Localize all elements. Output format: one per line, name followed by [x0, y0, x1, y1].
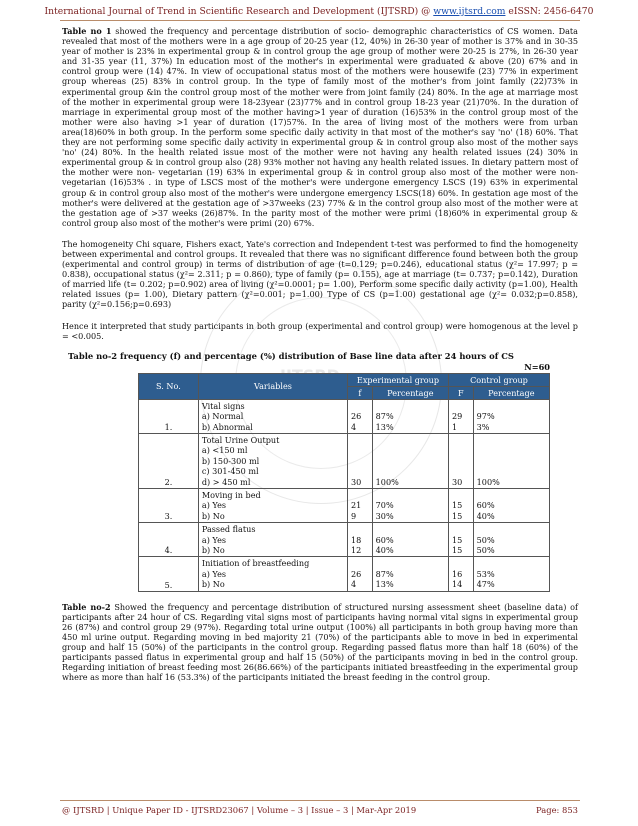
cell-f-control-line: 15: [451, 545, 463, 555]
cell-variable-line: a) <150 ml: [201, 445, 248, 456]
cell-f-control-line: [452, 466, 470, 476]
cell-percentage-experimental-line: [376, 401, 445, 411]
cell-f-experimental: [348, 557, 373, 591]
cell-sno: 4.: [139, 523, 199, 557]
page-footer: [62, 805, 578, 815]
journal-name: International Journal of Trend in Scientific Research and Development (IJTSRD) @: [44, 6, 434, 17]
cell-percentage-control: [473, 523, 549, 557]
header-divider: [60, 20, 580, 21]
cell-percentage-experimental-line: [376, 445, 445, 455]
cell-percentage-control-line: [477, 401, 546, 411]
cell-f-control-line: 1: [451, 421, 458, 432]
paragraph-homogeneity: The homogeneity Chi square, Fishers exact, Yate's correction and Independent t-test was performed to find the homogeneity between experimental and control groups. It revealed that there was no significant difference found between both the group (experimental and control group) in terms of distribution of age (t=0.129; p=0.246), educational status (χ²= 17.997; p = 0.838), occupational status (χ²= 2.311; p = 0.860), type of family (p= 0.155), age at marriage (t= 0.737; p=0.142), Duration of married life (t= 0.202; p=0.902) area of living (χ²=0.0001; p= 1.00), Perform some specific daily activity (p=1.00), Health related issues (p= 1.00), Dietary pattern (χ²=0.001; p=1.00) Type of CS (p=1.00) gestational age (χ²= 0.032;p=0.858), parity (χ²=0.156;p=0.693): [62, 238, 578, 310]
cell-f-experimental-line: 30: [351, 476, 362, 487]
cell-percentage-experimental-line: [376, 490, 445, 500]
table-title: Table no-2 frequency (f) and percentage (%) distribution of Base line data after 24 hours of CS: [68, 350, 514, 361]
cell-percentage-experimental: [372, 488, 448, 522]
cell-f-experimental: [348, 399, 373, 433]
cell-percentage-experimental: [372, 433, 448, 488]
cell-percentage-experimental-line: 40%: [375, 545, 394, 555]
cell-variable-line: c) 301-450 ml: [201, 466, 259, 477]
cell-f-experimental-line: 12: [351, 545, 362, 555]
cell-f-control-line: 15: [451, 500, 463, 511]
cell-variable-line: a) Yes: [201, 534, 227, 545]
cell-variable-line: b) Abnormal: [201, 421, 253, 432]
cell-percentage-experimental: [372, 557, 448, 591]
table-row: [139, 399, 550, 433]
header-sno: S. No.: [139, 373, 199, 399]
cell-f-experimental-line: [351, 456, 369, 466]
cell-f-experimental-line: 4: [351, 579, 357, 590]
cell-sno: 2.: [139, 433, 199, 488]
baseline-data-table: [138, 373, 550, 592]
cell-f-control: [448, 488, 473, 522]
cell-sno: 3.: [139, 488, 199, 522]
article-body: [62, 26, 578, 682]
cell-f-control-line: [452, 445, 470, 455]
paragraph-interpretation: Hence it interpreted that study participants in both group (experimental and control group) were homogenous at the level p = <0.005.: [62, 320, 578, 341]
cell-variable-line: Vital signs: [201, 400, 245, 411]
cell-variable-line: Total Urine Output: [201, 434, 280, 445]
cell-percentage-experimental: [372, 523, 448, 557]
cell-f-control: [448, 399, 473, 433]
cell-f-experimental: [348, 488, 373, 522]
paragraph-table1-description: [62, 26, 578, 228]
paragraph-text: Showed the frequency and percentage distribution of structured nursing assessment sheet (baseline data) of participants after 24 hour of CS. Regarding vital signs most of participants having normal vital signs in experimental group 26 (87%) and control group 29 (97%). Regarding total urine output (100%) all participants in both group having more than 450 ml urine output. Regarding moving in bed majority 21 (70%) of the participants able to move in bed in experimental group and half 15 (50%) of the participants in the control group. Regarding passed flatus more than half 18 (60%) of the participants passed flatus in experimental group and half 15 (50%) of the participants moving in bed in the control group. Regarding initiation of breast feeding most 26(86.66%) of the participants initiated breastfeeding in the experimental group where as more than half 16 (53.3%) of the participants initiated the breast feeding in the control group.: [62, 601, 578, 683]
header-percentage-control: Percentage: [473, 386, 549, 399]
cell-f-control-line: 29: [451, 411, 463, 422]
cell-variable: [198, 433, 347, 488]
cell-variable-line: Initiation of breastfeeding: [201, 558, 310, 569]
header-variables: Variables: [198, 373, 347, 399]
header-control-group: Control group: [448, 373, 549, 386]
cell-percentage-experimental: [372, 399, 448, 433]
cell-percentage-control: [473, 557, 549, 591]
footer-page-number: Page: 853: [535, 805, 578, 815]
cell-f-control-line: 15: [451, 510, 463, 521]
paragraph-lead: Table no 1: [62, 26, 112, 36]
cell-f-experimental-line: 4: [351, 421, 357, 432]
cell-percentage-control-line: 100%: [476, 476, 500, 487]
cell-f-control: [448, 557, 473, 591]
paragraph-lead: Table no-2: [62, 601, 111, 612]
cell-f-control-line: [452, 558, 470, 568]
cell-variable-line: a) Yes: [201, 500, 227, 511]
cell-percentage-control-line: 50%: [476, 534, 495, 545]
cell-percentage-control: [473, 399, 549, 433]
table-row: [139, 488, 550, 522]
cell-variable-line: b) No: [201, 545, 225, 555]
cell-percentage-control: [473, 488, 549, 522]
cell-percentage-control-line: 50%: [476, 545, 495, 555]
cell-f-experimental-line: [351, 435, 369, 445]
cell-percentage-experimental-line: [376, 524, 445, 534]
cell-percentage-experimental-line: 13%: [375, 579, 394, 590]
cell-percentage-experimental-line: 30%: [375, 510, 394, 521]
cell-percentage-experimental-line: [376, 466, 445, 476]
journal-header: [0, 6, 638, 17]
cell-f-experimental-line: [351, 445, 369, 455]
cell-f-experimental-line: 21: [351, 500, 362, 511]
cell-percentage-control-line: 60%: [476, 500, 495, 511]
cell-percentage-control-line: 97%: [476, 411, 495, 422]
table-sample-size: N=60: [524, 361, 550, 372]
cell-f-experimental-line: 9: [351, 510, 357, 521]
cell-variable-line: b) No: [201, 510, 225, 521]
cell-sno: 1.: [139, 399, 199, 433]
cell-f-experimental-line: [351, 466, 369, 476]
cell-variable-line: a) Normal: [201, 411, 244, 422]
cell-percentage-control-line: [477, 456, 546, 466]
cell-percentage-control-line: 40%: [476, 510, 495, 521]
cell-percentage-experimental-line: 100%: [375, 476, 399, 487]
header-percentage-experimental: Percentage: [372, 386, 448, 399]
cell-percentage-experimental-line: 87%: [375, 411, 394, 422]
header-f-experimental: f: [348, 386, 373, 399]
footer-divider: [60, 800, 580, 801]
table-row: [139, 433, 550, 488]
cell-percentage-experimental-line: [376, 435, 445, 445]
cell-percentage-control-line: [477, 445, 546, 455]
cell-variable: [198, 488, 347, 522]
cell-percentage-control-line: [477, 558, 546, 568]
cell-percentage-control-line: 53%: [476, 568, 495, 579]
cell-percentage-control-line: [477, 490, 546, 500]
cell-percentage-experimental-line: [376, 558, 445, 568]
cell-f-experimental: [348, 523, 373, 557]
cell-variable-line: b) 150-300 ml: [201, 455, 260, 466]
cell-percentage-experimental-line: 70%: [375, 500, 394, 511]
journal-issn: eISSN: 2456-6470: [505, 6, 594, 17]
cell-f-control-line: 16: [451, 568, 463, 579]
cell-percentage-control-line: 3%: [476, 421, 490, 432]
cell-percentage-control-line: [477, 466, 546, 476]
cell-f-experimental: [348, 433, 373, 488]
header-experimental-group: Experimental group: [348, 373, 449, 386]
cell-f-control-line: [452, 435, 470, 445]
journal-link[interactable]: www.ijtsrd.com: [433, 6, 506, 17]
paragraph-text: showed the frequency and percentage distribution of socio- demographic characteristics of CS women. Data revealed that most of the mothers were in a age group of 20-25 year (12, 40%) in 26-30 year of mother is 37% and in 30-35 year of mother is 23% in experimental group & in control group the age group of mother were 20-25 is 27%, in 26-30 year and 31-35 year (11, 37%) In education most of the mother's in experimental were graduated & above (20) 67% and in control group were (14) 47%. In view of occupational status most of the mothers were housewife (23) 77% in experiment group whereas (25) 83% in control group. In the type of family most of the mother's from joint family (22)73% in experimental group &in the control group most of the mother were from joint family (24) 80%. In the age at marriage most of the mother in experimental group were 18-23year (23)77% and in control group 18-23 year (21)70%. In the duration of marriage in experimental group most of the mother having>1 year of duration (16)53% in the control group most of the mother were also having >1 year of duration (17)57%. In the area of living most of the mothers were from urban area(18)60% in both group. In the perform some specific daily activity in that most of the mother's say 'no' (18) 60%. That they are not performing some specific daily activity in experimental group & in control group also most of the mother says 'no' (24) 80%. In the health related issue most of the mother were not having any health related issues (24) 30% in experimental group & in control group also (28) 93% mother not having any health related issues. In dietary pattern most of the mother were non- vegetarian (19) 63% in experimental group & in control group also most of the mother were non-vegetarian (16)53% . in type of LSCS most of the mother's were undergone emergency LSCS (19) 63% in experimental group & in control group also most of the mother's were undergone emergency LSCS(18) 60%. In gestation age most of the mother's were delivered at the gestation age of >37weeks (23) 77% & in the control group also most of the mother were at the gestation age of >37 weeks (26)87%. In the parity most of the mother were primi (18)60% in experimental group & control group also most of the mother's were primi (20) 67%.: [62, 26, 578, 228]
header-f-control: F: [448, 386, 473, 399]
footer-paper-info: @ IJTSRD | Unique Paper ID - IJTSRD23067 | Volume – 3 | Issue – 3 | Mar-Apr 2019: [62, 805, 417, 815]
cell-f-experimental-line: [351, 524, 369, 534]
cell-sno: 5.: [139, 557, 199, 591]
table-row: [139, 557, 550, 591]
cell-variable-line: b) No: [201, 579, 225, 590]
cell-f-control: [448, 433, 473, 488]
cell-percentage-experimental-line: 13%: [375, 421, 394, 432]
cell-percentage-control-line: 47%: [476, 579, 495, 590]
cell-f-experimental-line: 26: [351, 411, 362, 422]
table-row: [139, 523, 550, 557]
cell-variable-line: Moving in bed: [201, 489, 261, 500]
cell-percentage-control: [473, 433, 549, 488]
cell-f-experimental-line: [351, 490, 369, 500]
cell-variable-line: a) Yes: [201, 568, 227, 579]
cell-f-experimental-line: 26: [351, 568, 362, 579]
cell-f-control-line: [452, 401, 470, 411]
cell-f-experimental-line: [351, 401, 369, 411]
cell-f-control-line: 30: [451, 476, 463, 487]
cell-f-control-line: 14: [451, 579, 463, 590]
cell-f-experimental-line: 18: [351, 534, 362, 545]
cell-variable-line: Passed flatus: [201, 524, 256, 535]
cell-f-experimental-line: [351, 558, 369, 568]
cell-variable: [198, 557, 347, 591]
cell-f-control: [448, 523, 473, 557]
cell-percentage-experimental-line: 60%: [375, 534, 394, 545]
cell-percentage-experimental-line: 87%: [375, 568, 394, 579]
cell-variable: [198, 523, 347, 557]
cell-percentage-experimental-line: [376, 456, 445, 466]
paragraph-table2-description: [62, 602, 578, 683]
cell-percentage-control-line: [477, 524, 546, 534]
cell-variable: [198, 399, 347, 433]
cell-f-control-line: 15: [451, 534, 463, 545]
cell-f-control-line: [452, 456, 470, 466]
cell-variable-line: d) > 450 ml: [201, 476, 251, 487]
cell-percentage-control-line: [477, 435, 546, 445]
cell-f-control-line: [452, 524, 470, 534]
cell-f-control-line: [452, 490, 470, 500]
